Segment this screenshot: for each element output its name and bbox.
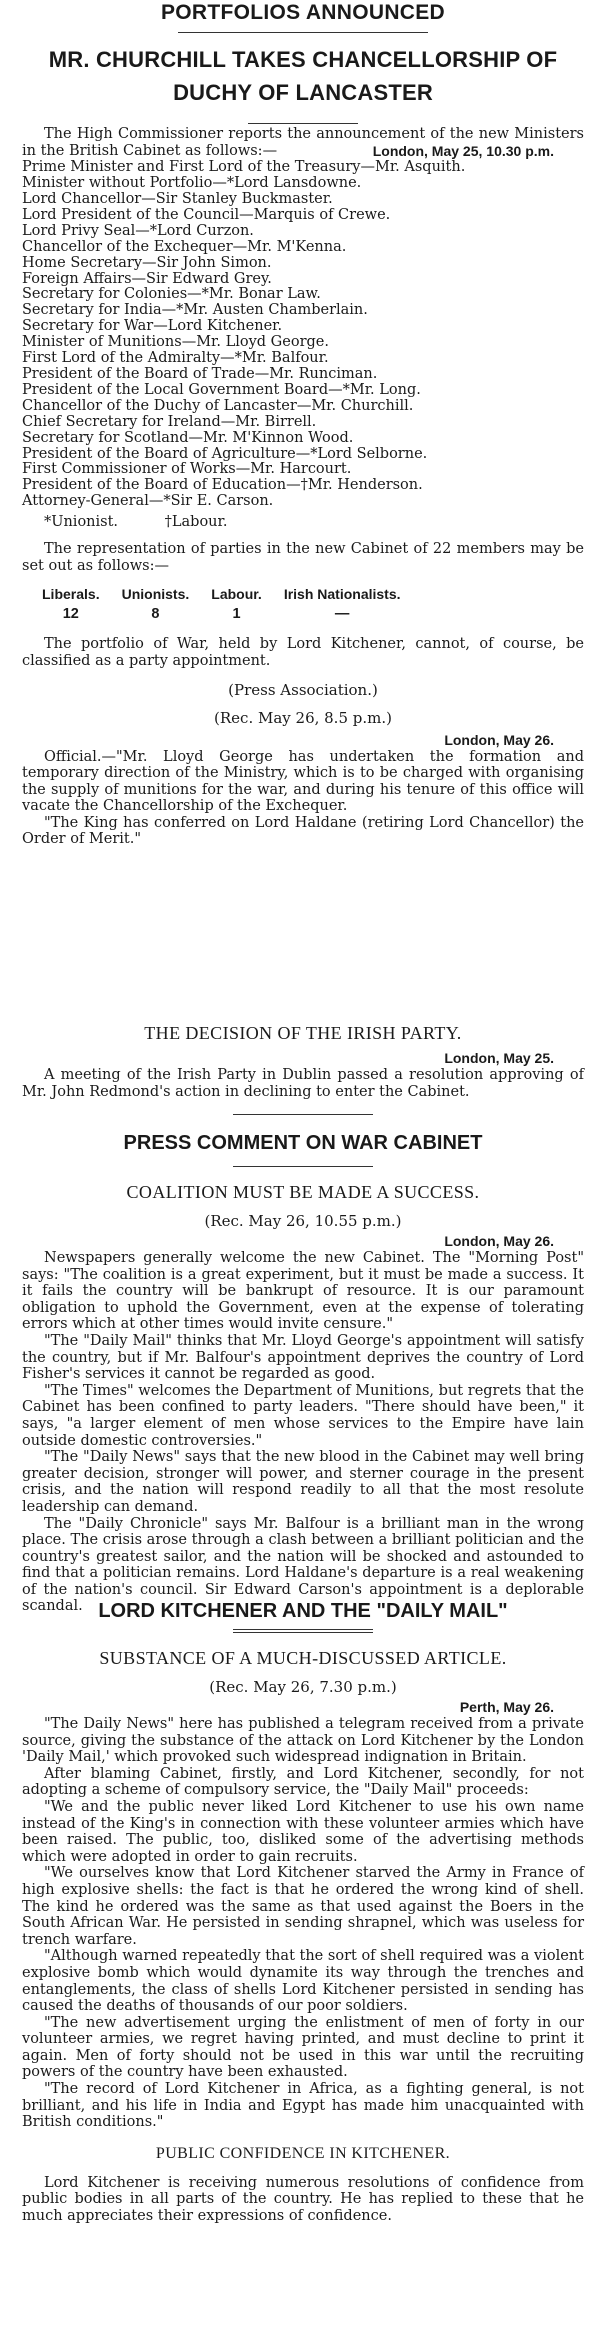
divider (233, 1166, 373, 1167)
minister-item: Minister of Munitions—Mr. Lloyd George. (22, 334, 329, 351)
minister-item: Chancellor of the Duchy of Lancaster—Mr. Churchill. (22, 397, 414, 414)
minister-item: Attorney-General—*Sir E. Carson. (22, 493, 274, 510)
minister-item: Home Secretary—Sir John Simon. (22, 254, 272, 271)
minister-item: Secretary for War—Lord Kitchener. (22, 318, 283, 335)
divider (248, 123, 358, 124)
minister-item: Secretary for Colonies—*Mr. Bonar Law. (22, 286, 321, 303)
irish-heading: THE DECISION OF THE IRISH PARTY. (144, 1023, 462, 1043)
official-statement: Official.—"Mr. Lloyd George has undertaken the formation and temporary direction of the Ministry, which is to be charged with organising the supply of munitions for the war, and during his tenure of this office will vacate the Chancellorship of the Exchequer. (22, 748, 584, 815)
minister-item: Chief Secretary for Ireland—Mr. Birrell. (22, 413, 317, 430)
minister-item: Foreign Affairs—Sir Edward Grey. (22, 270, 272, 287)
parties-table (42, 586, 423, 622)
kitchener-paragraph: "Although warned repeatedly that the sort of shell required was a violent explosive bomb which would dynamite its way through the trenches and entanglements, the class of shells Lord Kitchener persisted in sending has caused the deaths of thousands of our poor soldiers. (22, 1948, 584, 2015)
war-note: The portfolio of War, held by Lord Kitchener, cannot, of course, be classified as a party appointment. (22, 636, 584, 669)
kitchener-section (22, 1598, 584, 2225)
party-count: 12 (62, 606, 79, 623)
minister-item: President of the Board of Trade—Mr. Runciman. (22, 365, 378, 382)
press-paragraph: "The "Daily Mail" thinks that Mr. Lloyd George's appointment will satisfy the country, but if Mr. Balfour's appointment deprives the country of Lord Fisher's services it cannot be regarded as good. (22, 1332, 584, 1383)
irish-dateline: London, May 25. (444, 1050, 554, 1066)
press-paragraphs (22, 1250, 584, 1615)
kitchener-paragraph: After blaming Cabinet, firstly, and Lord Kitchener, secondly, for not adopting a scheme of compulsory service, the "Daily Mail" proceeds: (22, 1765, 584, 1799)
dateline-may26: London, May 26. (444, 731, 554, 748)
kitchener-paragraph: "The new advertisement urging the enlistment of men of forty in our volunteer armies, we regret having printed, and must decline to print it again. Men of forty should not be used in this war until the recruiting powers of the country have been exhausted. (22, 2014, 584, 2081)
minister-item: Prime Minister and First Lord of the Treasury—Mr. Asquith. (22, 159, 466, 176)
party-count: 8 (151, 606, 160, 623)
press-heading: PRESS COMMENT ON WAR CABINET (123, 1132, 483, 1154)
confidence-text: Lord Kitchener is receiving numerous resolutions of confidence from public bodies in all parts of the country. He has replied to these that he much appreciates their expressions of confidence. (22, 2174, 584, 2225)
minister-item: Minister without Portfolio—*Lord Lansdowne. (22, 175, 362, 192)
minister-item: Lord President of the Council—Marquis of Crewe. (22, 206, 391, 223)
party-name: Labour. (211, 586, 262, 603)
kitchener-paragraph: "We and the public never liked Lord Kitchener to use his own name instead of the King's in connection with these volunteer armies which have been raised. The public, too, disliked some of the advertising methods which were adopted in order to gain recruits. (22, 1798, 584, 1865)
minister-item: Lord Chancellor—Sir Stanley Buckmaster. (22, 191, 333, 207)
footnotes (22, 514, 584, 531)
press-received-time: (Rec. May 26, 10.55 p.m.) (204, 1212, 402, 1230)
main-headline: MR. CHURCHILL TAKES CHANCELLORSHIP OF DUCHY OF LANCASTER (48, 47, 558, 105)
divider (233, 1632, 373, 1633)
section-title: PORTFOLIOS ANNOUNCED (160, 1, 446, 24)
press-paragraph: Newspapers generally welcome the new Cabinet. The "Morning Post" says: "The coalition is a great experiment, but it must be made a success. It it fails the country will be bankrupt of resource. It is our paramount obligation to uphold the Government, even at the expense of tolerating errors which at other times would invite censure." (22, 1250, 584, 1333)
press-subheading: COALITION MUST BE MADE A SUCCESS. (126, 1182, 480, 1202)
press-paragraph: The "Daily Chronicle" says Mr. Balfour is a brilliant man in the wrong place. The crisis arose through a clash between a brilliant politician and the country's greatest sailor, and the nation will be shocked and astounded to find that a politician remains. Lord Haldane's departure is a real weakening of the nation's council. Sir Edward Carson's appointment is a deplorable scandal. (22, 1515, 584, 1615)
minister-item: First Commissioner of Works—Mr. Harcourt. (22, 461, 352, 478)
press-comment-section (22, 1130, 584, 1630)
party-name: Unionists. (121, 586, 190, 603)
party-name: Liberals. (42, 586, 100, 603)
kitchener-paragraphs (22, 1716, 584, 2131)
party-count: 1 (232, 606, 241, 623)
press-paragraph: "The Times" welcomes the Department of Munitions, but regrets that the Cabinet has been confined to party leaders. "There should have been," it says, "a larger element of men whose services to the Empire have lain outside domestic controversies." (22, 1382, 584, 1449)
minister-item: Lord Privy Seal—*Lord Curzon. (22, 222, 254, 239)
kitchener-subheading: SUBSTANCE OF A MUCH-DISCUSSED ARTICLE. (99, 1648, 507, 1668)
kitchener-heading: LORD KITCHENER AND THE "DAILY MAIL" (98, 1600, 508, 1622)
minister-item: President of the Local Government Board—*Mr. Long. (22, 381, 421, 398)
divider (233, 1114, 373, 1115)
kitchener-received-time: (Rec. May 26, 7.30 p.m.) (209, 1678, 397, 1696)
minister-item: First Lord of the Admiralty—*Mr. Balfour. (22, 350, 329, 367)
footnote-unionist: *Unionist. (44, 514, 119, 531)
minister-item: President of the Board of Agriculture—*Lord Selborne. (22, 445, 428, 462)
press-dateline: London, May 26. (444, 1233, 554, 1249)
cabinet-dateline: London, May 25, 10.30 p.m. (372, 143, 554, 160)
press-paragraph: "The "Daily News" says that the new blood in the Cabinet may well bring greater decision, stronger will power, and sterner courage in the present crisis, and the nation will respond readily to all that the most resolute leadership can demand. (22, 1449, 584, 1515)
parties-intro: The representation of parties in the new Cabinet of 22 members may be set out as follows:— (22, 541, 584, 574)
header-block (22, 0, 584, 124)
minister-item: Chancellor of the Exchequer—Mr. M'Kenna. (22, 238, 347, 255)
irish-text: A meeting of the Irish Party in Dublin passed a resolution approving of Mr. John Redmond's action in declining to enter the Cabinet. (22, 1067, 584, 1100)
kitchener-paragraph: "The Daily News" here has published a telegram received from a private source, giving the substance of the attack on Lord Kitchener by the London 'Daily Mail,' which provoked such widespread indignation in Britain. (22, 1716, 584, 1766)
party-name: Irish Nationalists. (283, 586, 401, 603)
party-count: — (334, 606, 350, 623)
divider (178, 32, 428, 33)
king-honour: "The King has conferred on Lord Haldane (retiring Lord Chancellor) the Order of Merit." (22, 814, 584, 848)
cabinet-section (22, 126, 584, 848)
kitchener-dateline: Perth, May 26. (459, 1699, 554, 1715)
parties-count-row (42, 604, 423, 622)
press-association-credit: (Press Association.) (228, 680, 378, 699)
minister-item: Secretary for Scotland—Mr. M'Kinnon Wood. (22, 429, 354, 446)
irish-party-section (22, 1020, 584, 1115)
minister-item: President of the Board of Education—†Mr. Henderson. (22, 477, 423, 494)
kitchener-paragraph: "The record of Lord Kitchener in Africa, as a fighting general, is not brilliant, and his life in India and Egypt has made him unacquainted with British conditions." (22, 2081, 584, 2131)
received-time: (Rec. May 26, 8.5 p.m.) (214, 708, 392, 727)
footnote-labour: †Labour. (164, 514, 228, 531)
parties-header-row (42, 586, 423, 604)
minister-item: Secretary for India—*Mr. Austen Chamberlain. (22, 302, 368, 319)
ministers-list (22, 160, 584, 510)
cabinet-intro: The High Commissioner reports the announcement of the new Ministers in the British Cabinet as follows:— (22, 126, 584, 159)
confidence-heading: PUBLIC CONFIDENCE IN KITCHENER. (155, 2144, 451, 2162)
kitchener-paragraph: "We ourselves know that Lord Kitchener starved the Army in France of high explosive shells: the fact is that he ordered the wrong kind of shell. The kind he ordered was the same as that used against the Boers in the South African War. He persisted in sending shrapnel, which was useless for trench warfare. (22, 1865, 584, 1948)
